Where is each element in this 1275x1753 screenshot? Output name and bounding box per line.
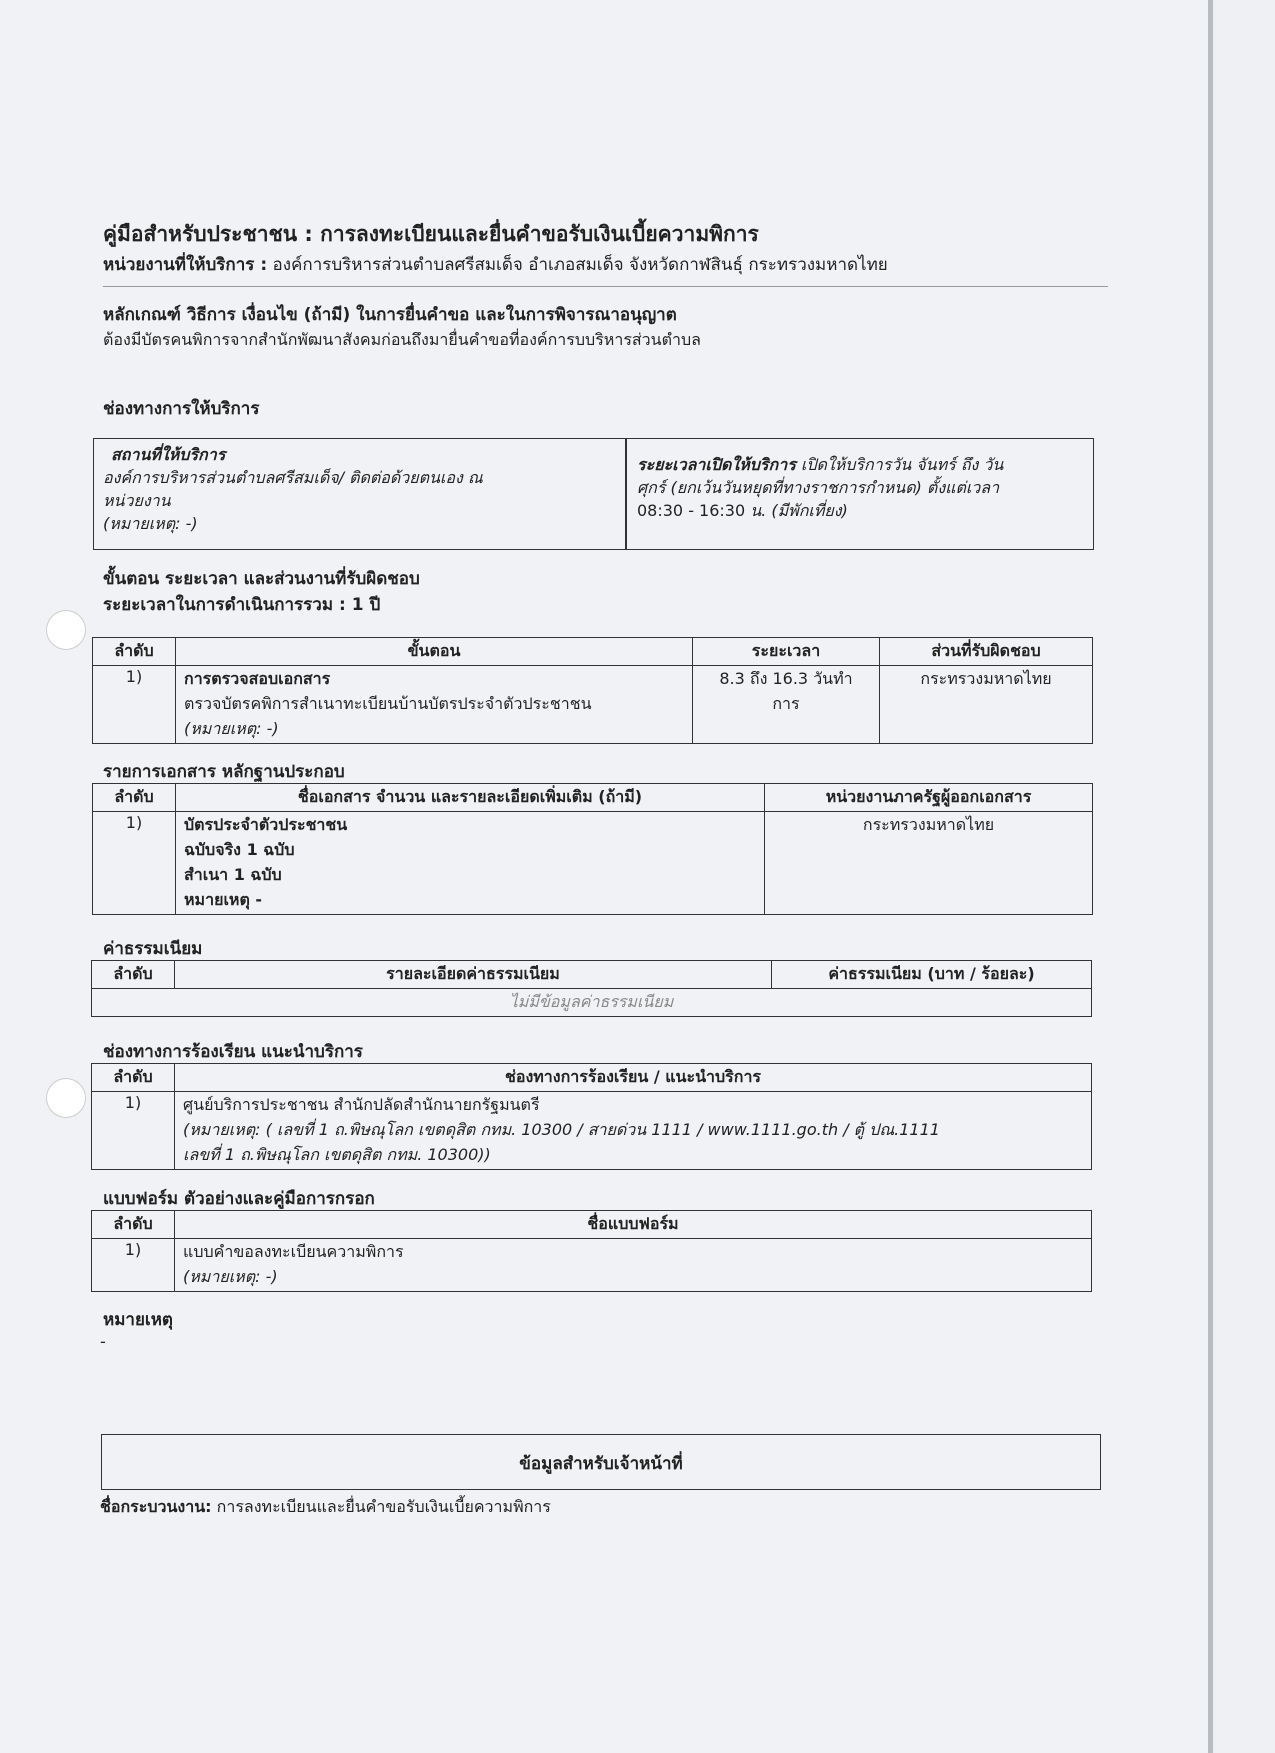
process-line (100, 1495, 551, 1520)
hours-time: 08:30 - 16:30 (637, 501, 746, 520)
documents-heading: รายการเอกสาร หลักฐานประกอบ (103, 762, 345, 782)
place-label: สถานที่ให้บริการ (111, 445, 226, 464)
fees-heading: ค่าธรรมเนียม (103, 939, 203, 959)
place-note: (หมายเหตุ: -) (103, 514, 198, 533)
service-hours (637, 453, 1003, 522)
complaints-heading: ช่องทางการร้องเรียน แนะนำบริการ (103, 1042, 363, 1062)
step-desc: ตรวจบัตรคพิการสำเนาทะเบียนบ้านบัตรประจำตัวประชาชน (184, 694, 592, 713)
col-header: ลำดับ (92, 1211, 175, 1239)
agency-line (103, 251, 888, 278)
header-divider (103, 286, 1108, 287)
doc-cell (176, 812, 765, 915)
form-cell (175, 1239, 1092, 1292)
doc-copy: สำเนา 1 ฉบับ (184, 865, 282, 884)
time-cell (693, 666, 880, 744)
col-header: หน่วยงานภาครัฐผู้ออกเอกสาร (765, 784, 1093, 812)
complaint-line: ศูนย์บริการประชาชน สำนักปลัดสำนักนายกรัฐมนตรี (183, 1095, 540, 1114)
doc-name: บัตรประจำตัวประชาชน (184, 815, 348, 834)
process-value: การลงทะเบียนและยื่นคำขอรับเงินเบี้ยความพิการ (216, 1497, 551, 1516)
agency-value: องค์การบริหารส่วนตำบลศรีสมเด็จ อำเภอสมเด็จ จังหวัดกาฬสินธุ์ กระทรวงมหาดไทย (272, 255, 888, 275)
punch-hole (46, 610, 86, 650)
punch-hole (46, 1078, 86, 1118)
steps-heading: ขั้นตอน ระยะเวลา และส่วนงานที่รับผิดชอบ (103, 569, 420, 589)
fees-empty: ไม่มีข้อมูลค่าธรรมเนียม (92, 989, 1092, 1017)
remarks-text: - (100, 1332, 106, 1351)
step-resp: กระทรวงมหาดไทย (880, 666, 1093, 744)
complaint-line: เลขที่ 1 ถ.พิษณุโลก เขตดุสิต กทม. 10300)) (183, 1145, 491, 1164)
col-header: ลำดับ (92, 1064, 175, 1092)
complaint-line: (หมายเหตุ: ( เลขที่ 1 ถ.พิษณุโลก เขตดุสิต กทม. 10300 / สายด่วน 1111 / www.1111.go.th / ตู้ ปณ.1111 (183, 1120, 940, 1139)
col-header: ลำดับ (93, 638, 176, 666)
channels-heading: ช่องทางการให้บริการ (103, 399, 260, 419)
criteria-heading: หลักเกณฑ์ วิธีการ เงื่อนไข (ถ้ามี) ในการยื่นคำขอ และในการพิจารณาอนุญาต (103, 305, 677, 325)
document-title: คู่มือสำหรับประชาชน : การลงทะเบียนและยื่นคำขอรับเงินเบี้ยความพิการ (103, 222, 759, 246)
complaint-cell (175, 1092, 1092, 1170)
col-header: ชื่อเอกสาร จำนวน และรายละเอียดเพิ่มเติม (ถ้ามี) (176, 784, 765, 812)
step-cell (176, 666, 693, 744)
hours-label: ระยะเวลาเปิดให้บริการ (637, 455, 796, 474)
row-number: 1) (92, 1239, 175, 1292)
col-header: ระยะเวลา (693, 638, 880, 666)
table-row (93, 812, 1093, 915)
row-number: 1) (93, 666, 176, 744)
hours-line: น. (มีพักเที่ยง) (750, 501, 848, 520)
col-header: ช่องทางการร้องเรียน / แนะนำบริการ (175, 1064, 1092, 1092)
form-note: (หมายเหตุ: -) (183, 1267, 278, 1286)
criteria-text: ต้องมีบัตรคนพิการจากสำนักพัฒนาสังคมก่อนถึงมายื่นคำขอที่องค์การบบริหารส่วนตำบล (103, 330, 701, 349)
place-line: องค์การบริหารส่วนตำบลศรีสมเด็จ/ ติดต่อด้วยตนเอง ณ (103, 468, 483, 487)
remarks-heading: หมายเหตุ (103, 1310, 173, 1330)
form-name: แบบคำขอลงทะเบียนความพิการ (183, 1242, 404, 1261)
complaints-table (91, 1063, 1092, 1170)
step-title: การตรวจสอบเอกสาร (184, 669, 331, 688)
steps-total: ระยะเวลาในการดำเนินการรวม : 1 ปี (103, 595, 381, 615)
service-place (103, 443, 483, 535)
step-note: (หมายเหตุ: -) (184, 719, 279, 738)
doc-note: หมายเหตุ - (184, 890, 263, 909)
doc-original: ฉบับจริง 1 ฉบับ (184, 840, 295, 859)
step-time: 8.3 ถึง 16.3 วันทำ (719, 669, 853, 688)
col-header: ชื่อแบบฟอร์ม (175, 1211, 1092, 1239)
hours-line: ศุกร์ (ยกเว้นวันหยุดที่ทางราชการกำหนด) ตั้งแต่เวลา (637, 478, 1000, 497)
steps-table (92, 637, 1093, 744)
row-number: 1) (92, 1092, 175, 1170)
place-line: หน่วยงาน (103, 491, 171, 510)
doc-issuer: กระทรวงมหาดไทย (765, 812, 1093, 915)
forms-heading: แบบฟอร์ม ตัวอย่างและคู่มือการกรอก (103, 1189, 375, 1209)
step-time: การ (772, 694, 800, 713)
col-header: ขั้นตอน (176, 638, 693, 666)
col-header: ส่วนที่รับผิดชอบ (880, 638, 1093, 666)
fees-table (91, 960, 1092, 1017)
page-edge (1208, 0, 1213, 1753)
process-label: ชื่อกระบวนงาน: (100, 1497, 212, 1516)
channels-divider (625, 438, 627, 550)
col-header: ลำดับ (93, 784, 176, 812)
table-row (92, 1092, 1092, 1170)
agency-label: หน่วยงานที่ให้บริการ : (103, 255, 268, 275)
documents-table (92, 783, 1093, 915)
forms-table (91, 1210, 1092, 1292)
table-row (92, 1239, 1092, 1292)
table-row (92, 989, 1092, 1017)
hours-line: เปิดให้บริการวัน จันทร์ ถึง วัน (800, 455, 1004, 474)
col-header: รายละเอียดค่าธรรมเนียม (175, 961, 772, 989)
col-header: ลำดับ (92, 961, 175, 989)
col-header: ค่าธรรมเนียม (บาท / ร้อยละ) (772, 961, 1092, 989)
row-number: 1) (93, 812, 176, 915)
officer-title: ข้อมูลสำหรับเจ้าหน้าที่ (519, 1454, 683, 1474)
table-row (93, 666, 1093, 744)
